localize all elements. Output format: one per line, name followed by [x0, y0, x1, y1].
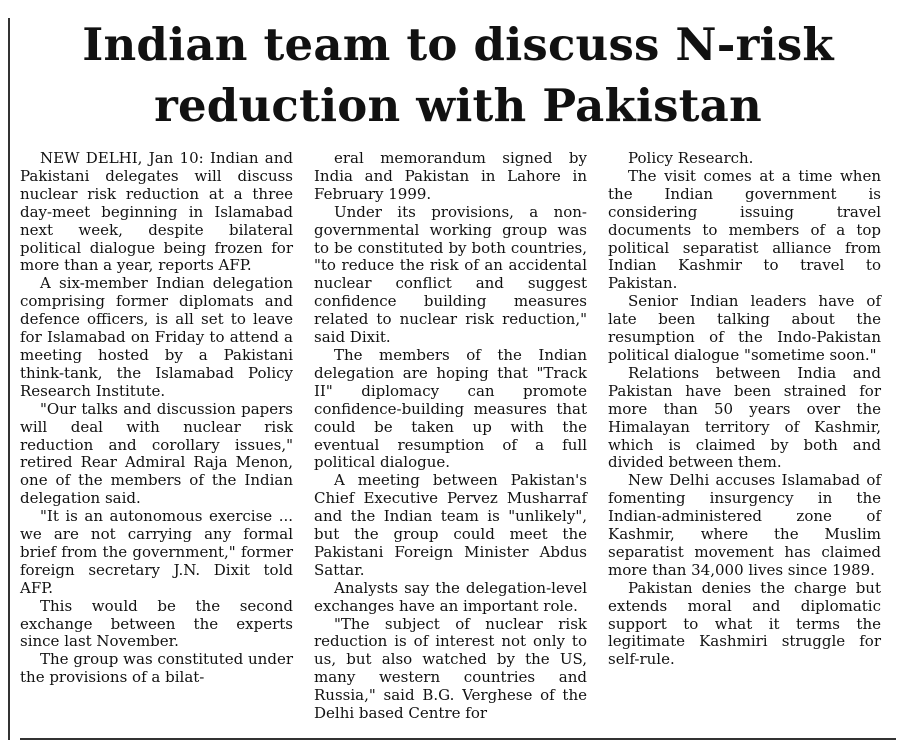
article-paragraph: Under its provisions, a non-governmental working group was to be constituted by both countries, "to reduce the risk of an accidental nuclear conflict and suggest confidence building measures related to nuclear risk reduction," said Dixit. — [314, 202, 587, 347]
article-paragraph: The members of the Indian delegation are hoping that "Track II" diplomacy can promote confidence-building measures that could be taken up with the eventual resumption of a full political dialogue. — [314, 345, 587, 472]
article-column-1 — [20, 150, 293, 687]
article-paragraph: New Delhi accuses Islamabad of fomenting insurgency in the Indian-administered zone of Kashmir, where the Muslim separatist movement has claimed more than 34,000 lives since 1989. — [608, 471, 881, 579]
article-paragraph: The group was constituted under the provisions of a bilat- — [20, 650, 293, 687]
article-paragraph: "The subject of nuclear risk reduction is of interest not only to us, but also watched by the US, many western countries and Russia," said B.G. Verghese of the Delhi based Centre for — [314, 614, 587, 723]
article-paragraph: NEW DELHI, Jan 10: Indian and Pakistani delegates will discuss nuclear risk reduction at a three day-meet beginning in Islamabad next week, despite bilateral political dialogue being frozen for more than a year, reports AFP. — [20, 149, 293, 275]
article-paragraph: The visit comes at a time when the Indian government is considering issuing travel documents to members of a top political separatist alliance from Indian Kashmir to travel to Pakistan. — [608, 166, 881, 293]
article-paragraph: Analysts say the delegation-level exchanges have an important role. — [314, 578, 587, 615]
article-paragraph: A meeting between Pakistan's Chief Executive Pervez Musharraf and the Indian team is "unlikely", but the group could meet the Pakistani Foreign Minister Abdus Sattar. — [314, 471, 587, 579]
left-border-rule — [8, 18, 10, 740]
headline: Indian team to discuss N-risk reduction with Pakistan — [82, 18, 834, 132]
article-paragraph: "Our talks and discussion papers will deal with nuclear risk reduction and corollary issues," retired Rear Admiral Raja Menon, one of the members of the Indian delegation said. — [20, 399, 293, 508]
article-paragraph: "It is an autonomous exercise ... we are not carrying any formal brief from the government," former foreign secretary J.N. Dixit told AFP. — [20, 507, 293, 597]
article-paragraph: Policy Research. — [628, 149, 754, 167]
article-paragraph: A six-member Indian delegation comprising former diplomats and defence officers, is all set to leave for Islamabad on Friday to attend a meeting hosted by a Pakistani think-tank, the Islamabad Policy Research Institute. — [20, 274, 293, 400]
article-paragraph: eral memorandum signed by India and Pakistan in Lahore in February 1999. — [314, 149, 587, 203]
article-column-2 — [314, 150, 587, 723]
article-paragraph: Pakistan denies the charge but extends moral and diplomatic support to what it terms the legitimate Kashmiri struggle for self-rule. — [608, 578, 881, 669]
article-paragraph: Senior Indian leaders have of late been talking about the resumption of the Indo-Pakistan political dialogue "sometime soon." — [608, 292, 881, 364]
article-column-3 — [608, 150, 881, 669]
article-paragraph: This would be the second exchange between the experts since last November. — [20, 596, 293, 651]
bottom-border-rule — [20, 738, 896, 740]
article-paragraph: Relations between India and Pakistan have been strained for more than 50 years over the Himalayan territory of Kashmir, which is claimed by both and divided between them. — [608, 363, 881, 472]
